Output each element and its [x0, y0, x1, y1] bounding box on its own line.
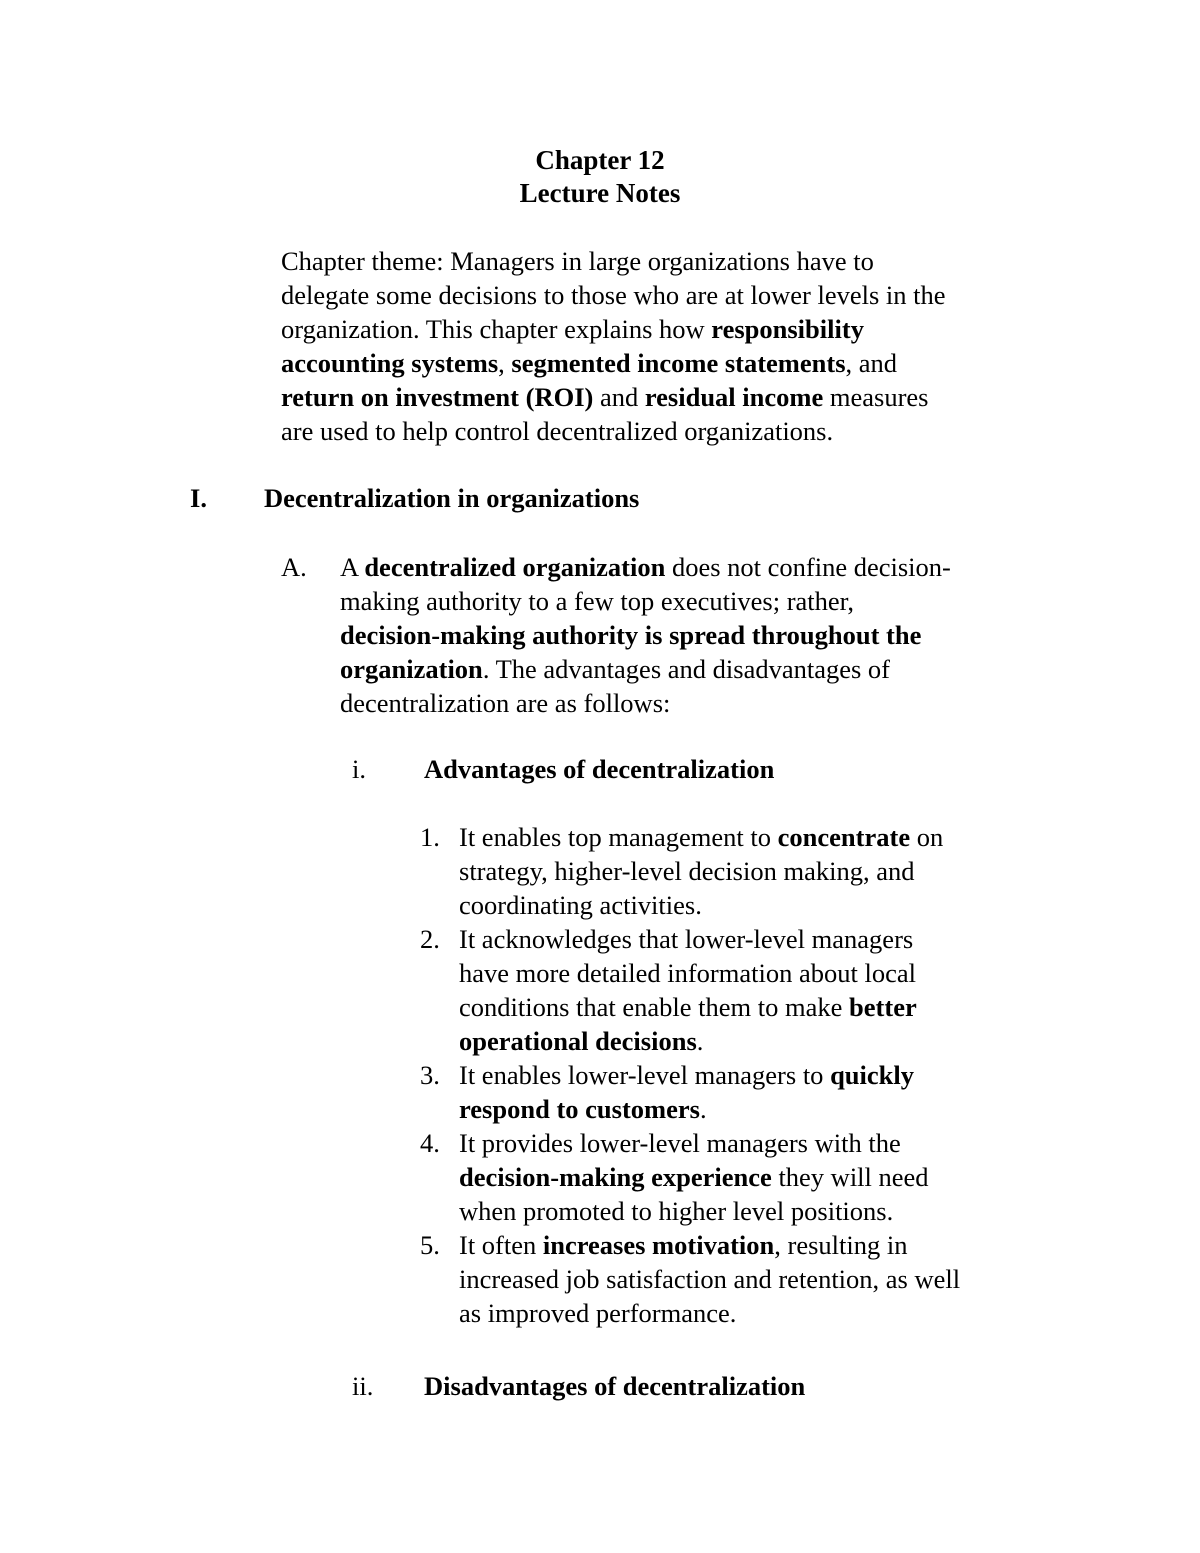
term-segmented-income-statements: segmented income statements — [511, 348, 846, 378]
advantages-list — [420, 820, 960, 1330]
list-item: 4. It provides lower-level managers with the decision-making experience they will need when promoted to higher level positions. — [420, 1128, 929, 1226]
section-1-heading: Decentralization in organizations — [264, 483, 640, 513]
list-item: 2. It acknowledges that lower-level managers have more detailed information about local conditions that enable them to make better operational decisions. — [420, 924, 917, 1056]
subsubsection-ii-marker: ii. — [352, 1371, 374, 1401]
chapter-theme-paragraph — [281, 244, 946, 448]
advantages-heading: Advantages of decentralization — [424, 754, 775, 784]
paragraph-line — [340, 618, 951, 652]
term-operational-decisions: operational decisions — [459, 1026, 697, 1056]
list-item-number: 4. — [420, 1128, 440, 1158]
term-accounting-systems: accounting systems — [281, 348, 499, 378]
list-item: 5. It often increases motivation, resulting in increased job satisfaction and retention, as well as improved performance. — [420, 1230, 961, 1328]
term-concentrate: concentrate — [777, 822, 911, 852]
subsection-a-marker: A. — [281, 552, 307, 582]
term-decentralized-organization: decentralized organization — [364, 552, 666, 582]
paragraph-line: A decentralized organization does not confine decision- — [340, 552, 951, 582]
term-organization: organization — [340, 654, 483, 684]
list-item-number: 3. — [420, 1060, 440, 1090]
disadvantages-heading: Disadvantages of decentralization — [424, 1371, 806, 1401]
term-respond-to-customers: respond to customers — [459, 1094, 700, 1124]
section-1-marker: I. — [190, 483, 207, 513]
term-better: better — [849, 992, 917, 1022]
term-quickly: quickly — [830, 1060, 915, 1090]
term-residual-income: residual income — [644, 382, 824, 412]
list-item: 1. It enables top management to concentrate on strategy, higher-level decision making, and coordinating activities. — [420, 822, 944, 920]
list-item-number: 5. — [420, 1230, 440, 1260]
term-decision-making-experience: decision-making experience — [459, 1162, 772, 1192]
chapter-title: Chapter 12 — [535, 145, 665, 175]
theme-line: return on investment (ROI) and residual income measures — [281, 382, 929, 412]
subsection-a-paragraph — [340, 550, 951, 720]
list-item: 3. It enables lower-level managers to quickly respond to customers. — [420, 1060, 915, 1124]
theme-line: delegate some decisions to those who are at lower levels in the — [281, 280, 946, 310]
term-decision-authority: decision-making authority is spread throughout the — [340, 620, 922, 650]
theme-line: organization. This chapter explains how responsibility — [281, 314, 864, 344]
subsubsection-i-marker: i. — [352, 754, 366, 784]
list-item-number: 2. — [420, 924, 440, 954]
lecture-notes-title: Lecture Notes — [519, 178, 681, 208]
list-item-number: 1. — [420, 822, 440, 852]
paragraph-line: decentralization are as follows: — [340, 688, 671, 718]
term-increases-motivation: increases motivation — [542, 1230, 775, 1260]
theme-line: Chapter theme: Managers in large organizations have to — [281, 246, 874, 276]
theme-line: accounting systems, segmented income statements, and — [281, 348, 898, 378]
paragraph-line: making authority to a few top executives; rather, — [340, 586, 855, 616]
theme-line: are used to help control decentralized organizations. — [281, 416, 834, 446]
paragraph-line: organization. The advantages and disadvantages of — [340, 654, 890, 684]
term-responsibility: responsibility — [711, 314, 864, 344]
term-roi: return on investment (ROI) — [281, 382, 594, 412]
